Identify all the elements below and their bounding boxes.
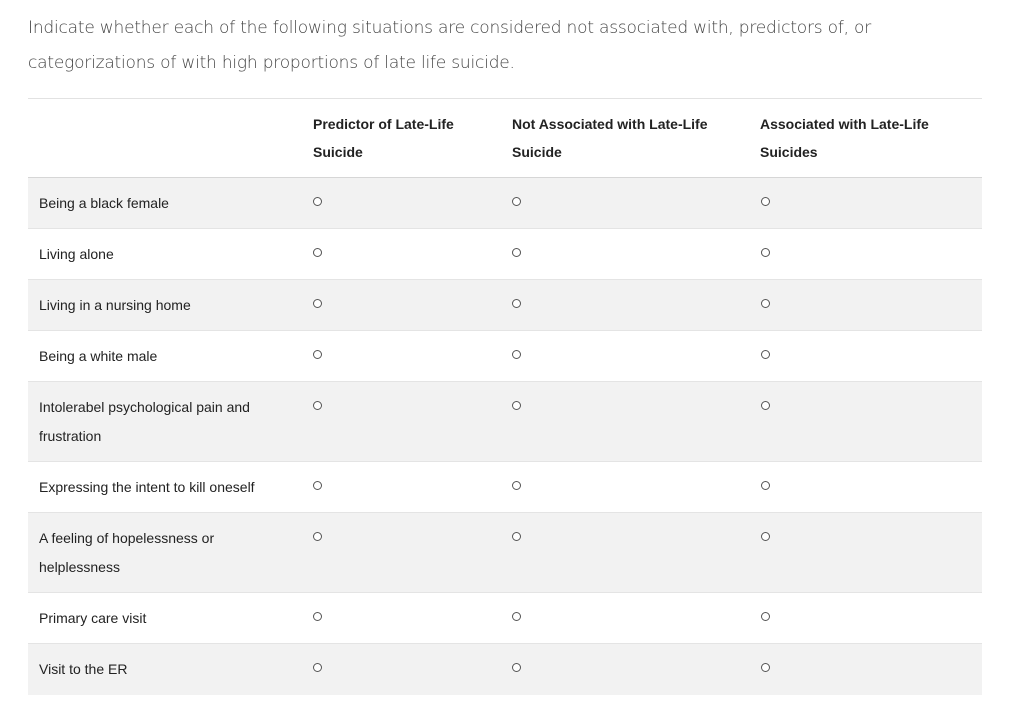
radio-not-associated[interactable] bbox=[512, 197, 521, 206]
row-label: Visit to the ER bbox=[39, 661, 128, 677]
radio-predictor[interactable] bbox=[313, 248, 322, 257]
radio-predictor[interactable] bbox=[313, 532, 322, 541]
matrix-row bbox=[28, 178, 982, 229]
radio-not-associated[interactable] bbox=[512, 299, 521, 308]
radio-not-associated[interactable] bbox=[512, 663, 521, 672]
row-label: Being a black female bbox=[39, 195, 169, 211]
radio-not-associated[interactable] bbox=[512, 248, 521, 257]
radio-associated[interactable] bbox=[761, 299, 770, 308]
matrix-row bbox=[28, 382, 982, 462]
radio-not-associated[interactable] bbox=[512, 481, 521, 490]
row-label: A feeling of hopelessness or helplessness bbox=[39, 530, 215, 575]
radio-not-associated[interactable] bbox=[512, 350, 521, 359]
column-header-associated: Associated with Late-Life Suicides bbox=[760, 116, 929, 160]
row-label: Primary care visit bbox=[39, 610, 147, 626]
radio-not-associated[interactable] bbox=[512, 532, 521, 541]
radio-predictor[interactable] bbox=[313, 350, 322, 359]
radio-predictor[interactable] bbox=[313, 299, 322, 308]
column-header-predictor: Predictor of Late-Life Suicide bbox=[313, 116, 454, 160]
row-label: Living in a nursing home bbox=[39, 297, 191, 313]
matrix-row bbox=[28, 644, 982, 695]
matrix-row bbox=[28, 462, 982, 513]
radio-associated[interactable] bbox=[761, 481, 770, 490]
radio-associated[interactable] bbox=[761, 248, 770, 257]
matrix-row bbox=[28, 513, 982, 593]
radio-predictor[interactable] bbox=[313, 197, 322, 206]
radio-associated[interactable] bbox=[761, 401, 770, 410]
radio-predictor[interactable] bbox=[313, 481, 322, 490]
radio-associated[interactable] bbox=[761, 612, 770, 621]
row-label: Living alone bbox=[39, 246, 114, 262]
row-label: Intolerabel psychological pain and frustration bbox=[39, 399, 250, 444]
matrix-row bbox=[28, 280, 982, 331]
radio-associated[interactable] bbox=[761, 532, 770, 541]
radio-predictor[interactable] bbox=[313, 612, 322, 621]
radio-predictor[interactable] bbox=[313, 663, 322, 672]
radio-not-associated[interactable] bbox=[512, 401, 521, 410]
matrix-row bbox=[28, 331, 982, 382]
row-label: Expressing the intent to kill oneself bbox=[39, 479, 255, 495]
matrix-header-row bbox=[28, 99, 982, 178]
question-text: Indicate whether each of the following situations are considered not associated with, predictors of, or categorizations of with high proportions of late life suicide. bbox=[28, 18, 872, 73]
radio-associated[interactable] bbox=[761, 663, 770, 672]
matrix-row bbox=[28, 593, 982, 644]
matrix-row bbox=[28, 229, 982, 280]
radio-predictor[interactable] bbox=[313, 401, 322, 410]
row-label: Being a white male bbox=[39, 348, 158, 364]
column-header-not-associated: Not Associated with Late-Life Suicide bbox=[512, 116, 708, 160]
radio-associated[interactable] bbox=[761, 350, 770, 359]
answer-matrix bbox=[28, 98, 982, 695]
radio-associated[interactable] bbox=[761, 197, 770, 206]
radio-not-associated[interactable] bbox=[512, 612, 521, 621]
